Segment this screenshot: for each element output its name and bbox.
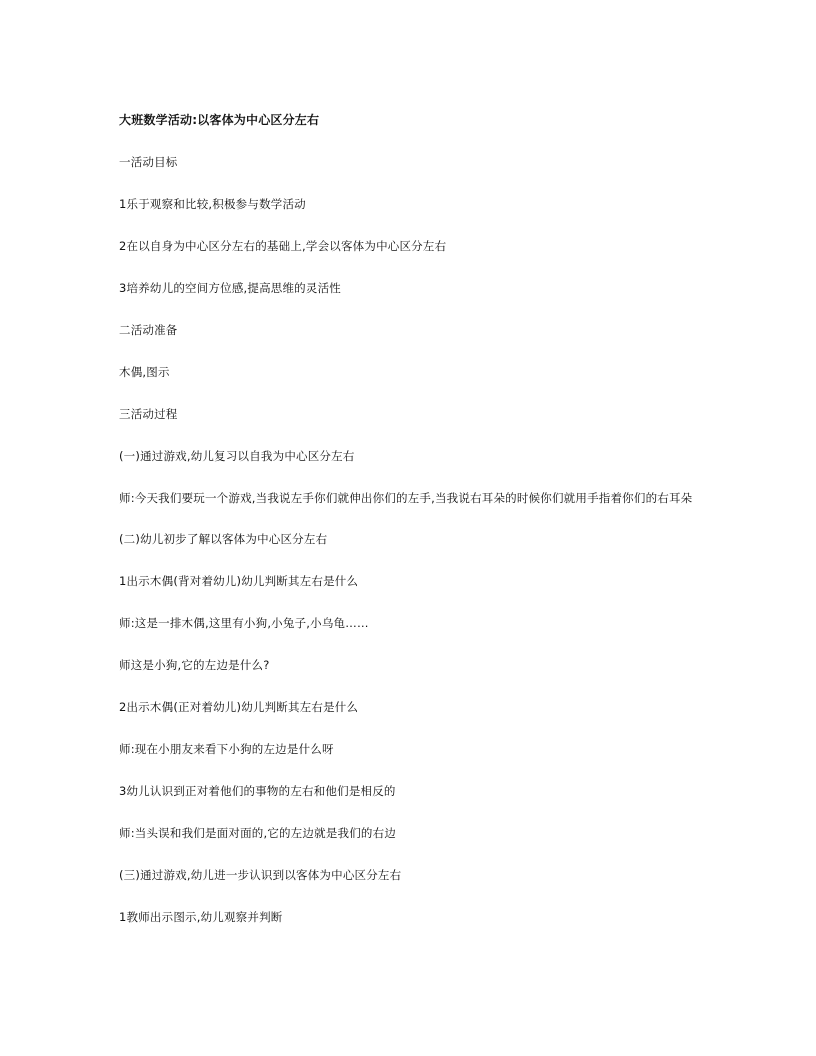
process-substep: 1出示木偶(背对着幼儿)幼儿判断其左右是什么	[119, 574, 359, 588]
process-substep: 3幼儿认识到正对着他们的事物的左右和他们是相反的	[119, 784, 396, 798]
teacher-dialogue: 师:现在小朋友来看下小狗的左边是什么呀	[119, 742, 334, 756]
document-body	[119, 111, 699, 926]
goal-item-3: 3培养幼儿的空间方位感,提高思维的灵活性	[119, 281, 341, 295]
process-substep: 1教师出示图示,幼儿观察并判断	[119, 910, 283, 924]
preparation-materials: 木偶,图示	[119, 365, 170, 379]
process-step-2-heading: (二)幼儿初步了解以客体为中心区分左右	[119, 532, 328, 546]
process-step-1-heading: (一)通过游戏,幼儿复习以自我为中心区分左右	[119, 449, 355, 463]
section-heading-process: 三活动过程	[119, 407, 178, 421]
teacher-dialogue: 师:这是一排木偶,这里有小狗,小兔子,小乌龟……	[119, 616, 369, 630]
section-heading-preparation: 二活动准备	[119, 323, 178, 337]
teacher-dialogue: 师这是小狗,它的左边是什么?	[119, 658, 270, 672]
document-title: 大班数学活动:以客体为中心区分左右	[119, 113, 320, 127]
section-heading-goals: 一活动目标	[119, 155, 178, 169]
teacher-dialogue: 师:今天我们要玩一个游戏,当我说左手你们就伸出你们的左手,当我说右耳朵的时候你们就用手指着你们的右耳朵	[119, 491, 693, 505]
goal-item-1: 1乐于观察和比较,积极参与数学活动	[119, 197, 306, 211]
process-step-3-heading: (三)通过游戏,幼儿进一步认识到以客体为中心区分左右	[119, 868, 402, 882]
teacher-dialogue: 师:当头误和我们是面对面的,它的左边就是我们的右边	[119, 826, 397, 840]
process-substep: 2出示木偶(正对着幼儿)幼儿判断其左右是什么	[119, 700, 359, 714]
goal-item-2: 2在以自身为中心区分左右的基础上,学会以客体为中心区分左右	[119, 239, 447, 253]
